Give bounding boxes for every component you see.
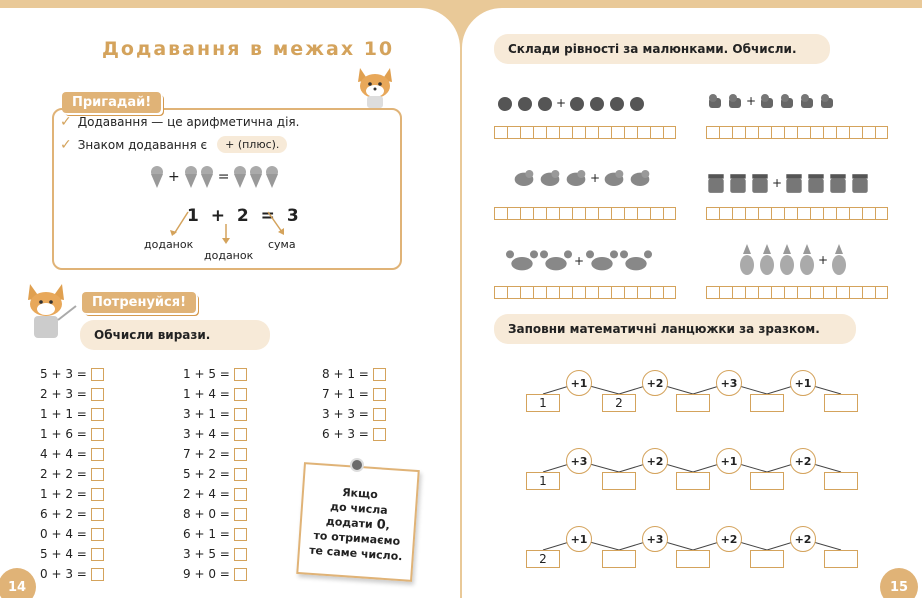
jar-icon [728, 172, 748, 194]
chain-box[interactable]: 2 [602, 394, 636, 412]
answer-box[interactable] [91, 428, 104, 441]
jar-icon [750, 172, 770, 194]
expression-row [183, 504, 247, 524]
note-line: то отримаємо [313, 528, 401, 548]
expression-text: 6 + 1 = [183, 527, 230, 541]
pineapple-icon [738, 244, 756, 276]
check-icon: ✓ [60, 114, 72, 130]
ice-cream-example [150, 166, 279, 188]
pineapple-icon [830, 244, 848, 276]
plus-sign: + [168, 169, 180, 185]
answer-box[interactable] [91, 568, 104, 581]
answer-box[interactable] [373, 388, 386, 401]
plus-sign: + [574, 254, 585, 268]
answer-box[interactable] [234, 428, 247, 441]
crab-icon [620, 248, 652, 274]
expression-row [40, 564, 104, 584]
expression-text: 1 + 4 = [183, 387, 230, 401]
chain-operation: +2 [716, 526, 742, 552]
chain-box[interactable]: 1 [526, 472, 560, 490]
fox-teacher-icon [22, 280, 78, 344]
chain-box[interactable] [750, 394, 784, 412]
expression-text: 5 + 3 = [40, 367, 87, 381]
expression-text: 4 + 4 = [40, 447, 87, 461]
expression-text: 3 + 1 = [183, 407, 230, 421]
big-equation: 1 + 2 = 3 [187, 206, 302, 226]
chain-box[interactable]: 1 [526, 394, 560, 412]
answer-box[interactable] [234, 468, 247, 481]
chain-box[interactable] [676, 472, 710, 490]
crab-icon [540, 248, 572, 274]
equals-sign: = [217, 169, 230, 185]
blackberry-icon [568, 94, 586, 112]
answer-box[interactable] [91, 368, 104, 381]
expression-text: 2 + 4 = [183, 487, 230, 501]
dogs-group [706, 92, 836, 110]
dog-icon [758, 92, 776, 110]
plus-sign: + [590, 171, 601, 185]
expression-row [183, 444, 247, 464]
answer-box[interactable] [234, 548, 247, 561]
pineapples-group [738, 244, 848, 276]
chain-operation: +2 [790, 526, 816, 552]
answer-box[interactable] [234, 368, 247, 381]
plus-pill: + (плюс). [217, 136, 287, 153]
rule-2-text: Знаком додавання є [77, 137, 208, 152]
blackberry-icon [496, 94, 514, 112]
expression-text: 6 + 2 = [40, 507, 87, 521]
left-page [0, 8, 460, 598]
term-sum: сума [268, 238, 296, 251]
birds-group [512, 166, 652, 190]
answer-grid[interactable] [494, 286, 676, 299]
expression-text: 2 + 3 = [40, 387, 87, 401]
plus-sign: + [556, 96, 567, 110]
dog-icon [706, 92, 724, 110]
answer-grid[interactable] [494, 207, 676, 220]
expression-text: 3 + 5 = [183, 547, 230, 561]
answer-box[interactable] [234, 408, 247, 421]
expression-text: 1 + 5 = [183, 367, 230, 381]
expression-row [40, 524, 104, 544]
bird-icon [602, 166, 626, 190]
answer-box[interactable] [91, 528, 104, 541]
expression-row [183, 384, 247, 404]
expressions-col-3 [322, 364, 386, 444]
answer-box[interactable] [234, 508, 247, 521]
answer-box[interactable] [91, 388, 104, 401]
expression-row [40, 504, 104, 524]
remember-badge: Пригадай! [62, 92, 161, 113]
expression-row [40, 544, 104, 564]
answer-grid[interactable] [706, 207, 888, 220]
chain-box[interactable] [824, 550, 858, 568]
expression-text: 5 + 2 = [183, 467, 230, 481]
chain-operation: +3 [566, 448, 592, 474]
chain-box[interactable] [676, 394, 710, 412]
expression-row [183, 464, 247, 484]
jar-icon [828, 172, 848, 194]
expression-row [40, 484, 104, 504]
dog-icon [818, 92, 836, 110]
answer-box[interactable] [91, 448, 104, 461]
berries-group [496, 94, 646, 112]
compute-header: Обчисли вирази. [80, 320, 270, 350]
expression-row [183, 364, 247, 384]
expression-text: 3 + 4 = [183, 427, 230, 441]
answer-box[interactable] [234, 448, 247, 461]
expression-row [40, 364, 104, 384]
expression-text: 8 + 1 = [322, 367, 369, 381]
note-line: до числа [329, 500, 389, 518]
chain-operation: +3 [716, 370, 742, 396]
plus-sign: + [818, 253, 829, 267]
rule-1 [60, 114, 299, 130]
term-addend-1: доданок [144, 238, 194, 251]
practice-badge: Потренуйся! [82, 292, 196, 313]
expression-row [40, 424, 104, 444]
ice-cream-icon [265, 166, 279, 188]
expression-text: 2 + 2 = [40, 467, 87, 481]
chain-operation: +2 [642, 370, 668, 396]
chain-operation: +2 [642, 448, 668, 474]
answer-box[interactable] [234, 528, 247, 541]
expression-text: 1 + 2 = [40, 487, 87, 501]
jar-icon [806, 172, 826, 194]
blackberry-icon [536, 94, 554, 112]
chain-box[interactable] [602, 550, 636, 568]
chains-header: Заповни математичні ланцюжки за зразком. [494, 314, 856, 344]
chain-box[interactable] [824, 394, 858, 412]
chain-box[interactable] [676, 550, 710, 568]
bird-icon [538, 166, 562, 190]
chain-box[interactable] [750, 472, 784, 490]
answer-box[interactable] [373, 428, 386, 441]
chain-operation: +1 [566, 370, 592, 396]
chain-operation: +1 [566, 526, 592, 552]
expression-text: 1 + 1 = [40, 407, 87, 421]
answer-box[interactable] [373, 408, 386, 421]
rule-2 [60, 136, 287, 153]
answer-grid[interactable] [494, 126, 676, 139]
expression-row [322, 404, 386, 424]
expression-row [40, 464, 104, 484]
expression-row [183, 484, 247, 504]
ice-cream-icon [233, 166, 247, 188]
answer-box[interactable] [234, 388, 247, 401]
ice-cream-icon [200, 166, 214, 188]
chain-box[interactable] [602, 472, 636, 490]
ice-cream-icon [249, 166, 263, 188]
expression-text: 6 + 3 = [322, 427, 369, 441]
expression-text: 8 + 0 = [183, 507, 230, 521]
expression-row [40, 444, 104, 464]
answer-box[interactable] [91, 468, 104, 481]
note-line: Якщо [341, 485, 379, 502]
dog-icon [778, 92, 796, 110]
remember-box [52, 108, 402, 270]
blackberry-icon [608, 94, 626, 112]
crabs-group [506, 248, 652, 274]
jars-group [706, 172, 870, 194]
expression-row [183, 564, 247, 584]
pineapple-icon [798, 244, 816, 276]
chain-operation: +2 [790, 448, 816, 474]
crab-icon [586, 248, 618, 274]
dog-icon [726, 92, 744, 110]
dog-icon [798, 92, 816, 110]
check-icon: ✓ [60, 136, 72, 153]
bird-icon [512, 166, 536, 190]
expressions-col-2 [183, 364, 247, 584]
blackberry-icon [628, 94, 646, 112]
chain-box[interactable] [750, 550, 784, 568]
expression-row [183, 524, 247, 544]
expression-row [183, 424, 247, 444]
equations-header: Склади рівності за малюнками. Обчисли. [494, 34, 830, 64]
pineapple-icon [758, 244, 776, 276]
page-title: Додавання в межах 10 [102, 38, 395, 60]
bird-icon [564, 166, 588, 190]
note-card [296, 462, 420, 582]
expression-row [322, 384, 386, 404]
expressions-col-1 [40, 364, 104, 584]
ice-cream-icon [184, 166, 198, 188]
answer-box[interactable] [91, 488, 104, 501]
expression-row [322, 424, 386, 444]
pineapple-icon [778, 244, 796, 276]
jar-icon [784, 172, 804, 194]
jar-icon [706, 172, 726, 194]
answer-box[interactable] [91, 548, 104, 561]
chain-operation: +1 [790, 370, 816, 396]
expression-row [183, 404, 247, 424]
chain-box[interactable]: 2 [526, 550, 560, 568]
expression-text: 7 + 2 = [183, 447, 230, 461]
page-number-left: 14 [0, 568, 36, 598]
expression-text: 1 + 6 = [40, 427, 87, 441]
answer-box[interactable] [373, 368, 386, 381]
expression-text: 5 + 4 = [40, 547, 87, 561]
page-number-right: 15 [880, 568, 918, 598]
expression-text: 7 + 1 = [322, 387, 369, 401]
blackberry-icon [588, 94, 606, 112]
expression-text: 3 + 3 = [322, 407, 369, 421]
jar-icon [850, 172, 870, 194]
answer-box[interactable] [234, 488, 247, 501]
expression-text: 9 + 0 = [183, 567, 230, 581]
answer-grid[interactable] [706, 286, 888, 299]
fox-mascot-icon [352, 64, 398, 110]
ice-cream-icon [150, 166, 164, 188]
expression-row [40, 404, 104, 424]
term-addend-2: доданок [204, 249, 254, 262]
chain-operation: +3 [642, 526, 668, 552]
answer-box[interactable] [91, 408, 104, 421]
note-line: додати 0, [325, 514, 391, 533]
note-line: те саме число. [308, 543, 403, 564]
plus-sign: + [772, 176, 783, 190]
rule-1-text: Додавання — це арифметична дія. [77, 115, 300, 129]
plus-sign: + [746, 94, 757, 108]
expression-row [183, 544, 247, 564]
answer-grid[interactable] [706, 126, 888, 139]
crab-icon [506, 248, 538, 274]
bird-icon [628, 166, 652, 190]
expression-row [40, 384, 104, 404]
expression-row [322, 364, 386, 384]
blackberry-icon [516, 94, 534, 112]
answer-box[interactable] [234, 568, 247, 581]
expression-text: 0 + 4 = [40, 527, 87, 541]
chain-box[interactable] [824, 472, 858, 490]
expression-text: 0 + 3 = [40, 567, 87, 581]
pin-icon [350, 458, 364, 472]
chain-operation: +1 [716, 448, 742, 474]
answer-box[interactable] [91, 508, 104, 521]
right-page [462, 8, 922, 598]
